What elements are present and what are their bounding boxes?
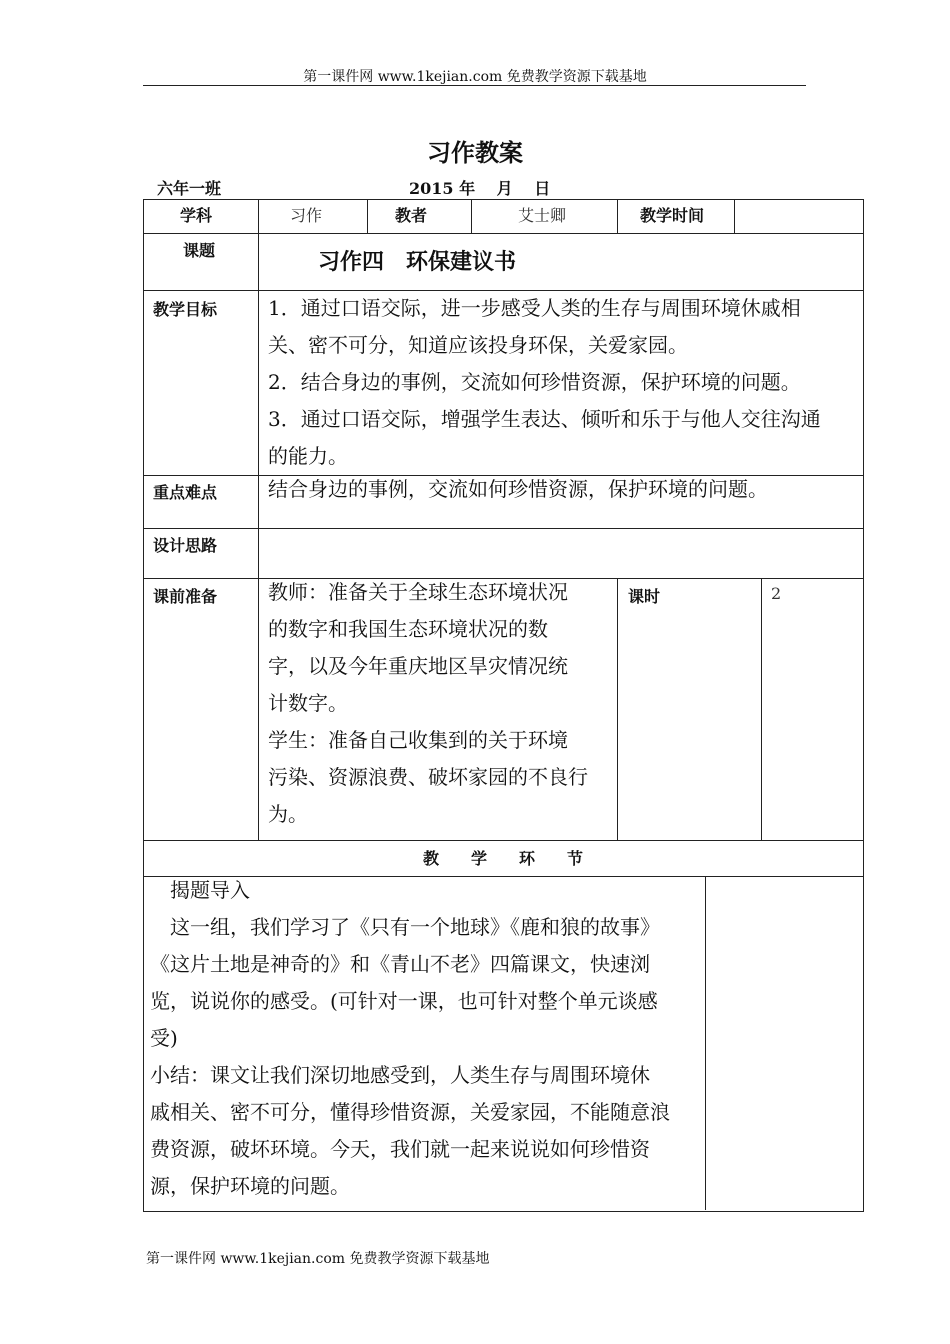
col-divider [617,199,618,233]
col-divider [761,578,762,840]
document-title: 习作教案 [427,139,523,167]
goal-line: 1．通过口语交际，进一步感受人类的生存与周围环境休戚相 [268,296,801,320]
preparation-line: 学生：准备自己收集到的关于环境 [268,728,568,752]
goal-line: 关、密不可分，知道应该投身环保，关爱家园。 [268,333,688,357]
intro-line: 《这片土地是神奇的》和《青山不老》四篇课文，快速浏 [150,952,650,976]
class-hours-value: 2 [771,584,782,603]
goal-line: 3．通过口语交际，增强学生表达、倾听和乐于与他人交往沟通 [268,407,821,431]
header-rule [143,85,806,86]
preparation-text [268,574,614,833]
class-hours-label: 课时 [628,587,661,606]
preparation-line: 污染、资源浪费、破坏家园的不良行 [268,765,588,789]
lesson-date: 2015 年 月 日 [409,179,551,198]
row-divider [143,840,863,841]
col-divider [617,578,618,840]
row-divider [143,233,863,234]
preparation-line: 计数字。 [268,691,348,715]
col-divider [367,199,368,233]
preparation-line: 为。 [268,802,308,826]
subject-label: 学科 [180,206,213,225]
goal-line: 2．结合身边的事例，交流如何珍惜资源，保护环境的问题。 [268,370,801,394]
key-points-label: 重点难点 [153,483,218,502]
col-divider [471,199,472,233]
intro-line: 费资源，破坏环境。今天，我们就一起来说说如何珍惜资 [150,1137,650,1161]
intro-line: 这一组，我们学习了《只有一个地球》《鹿和狼的故事》 [150,915,660,939]
page-header-text: 第一课件网 www.1kejian.com 免费教学资源下载基地 [303,69,647,85]
intro-line: 源，保护环境的问题。 [150,1174,350,1198]
preparation-label: 课前准备 [153,587,218,606]
topic-label: 课题 [183,241,216,260]
page-footer-text: 第一课件网 www.1kejian.com 免费教学资源下载基地 [146,1251,490,1267]
col-divider [705,876,706,1210]
intro-line: 小结：课文让我们深切地感受到，人类生存与周围环境休 [150,1063,650,1087]
intro-line: 戚相关、密不可分，懂得珍惜资源，关爱家园，不能随意浪 [150,1100,670,1124]
col-divider [734,199,735,233]
preparation-line: 字，以及今年重庆地区旱灾情况统 [268,654,568,678]
goals-text [268,290,860,475]
row-divider [143,528,863,529]
col-divider [258,199,259,840]
preparation-line: 教师：准备关于全球生态环境状况 [268,580,568,604]
intro-text [150,872,702,1205]
teacher-value: 艾士卿 [518,206,567,225]
goal-line: 的能力。 [268,444,348,468]
intro-line: 受) [150,1026,178,1050]
teaching-steps-header: 教 学 环 节 [422,849,583,868]
class-name: 六年一班 [157,179,222,198]
topic-value: 习作四 环保建议书 [318,250,517,275]
teacher-label: 教者 [395,206,428,225]
key-points-text: 结合身边的事例，交流如何珍惜资源，保护环境的问题。 [268,477,768,501]
intro-line: 揭题导入 [150,878,250,902]
teaching-time-label: 教学时间 [640,206,705,225]
goals-label: 教学目标 [153,300,218,319]
design-label: 设计思路 [153,536,218,555]
preparation-line: 的数字和我国生态环境状况的数 [268,617,548,641]
subject-value: 习作 [290,206,323,225]
intro-line: 览，说说你的感受。(可针对一课，也可针对整个单元谈感 [150,989,658,1013]
